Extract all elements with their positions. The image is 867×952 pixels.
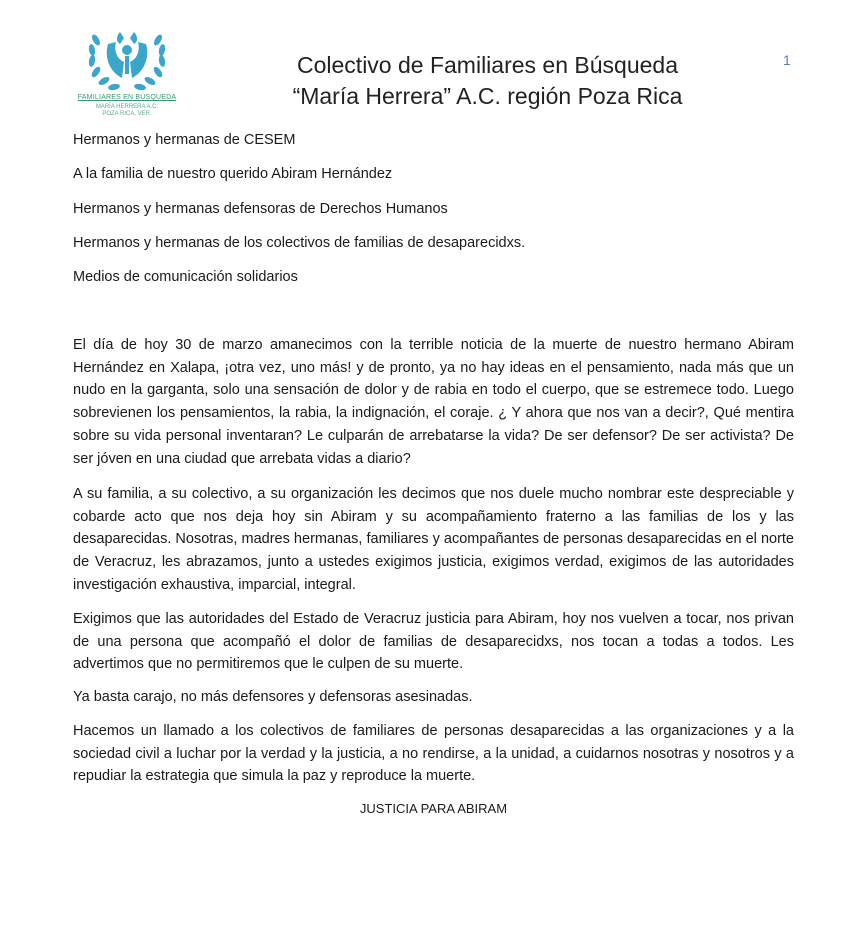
organization-logo	[62, 18, 192, 128]
salutation-line: Medios de comunicación solidarios	[73, 269, 298, 285]
hands-laurel-emblem-icon	[86, 22, 168, 94]
closing-slogan: JUSTICIA PARA ABIRAM	[359, 801, 508, 816]
logo-text-line2: MARÍA HERRERA A.C.	[95, 104, 159, 110]
salutation-line: Hermanos y hermanas defensoras de Derechos Humanos	[73, 201, 448, 217]
document-header-title	[260, 50, 715, 112]
salutation-line: Hermanos y hermanas de los colectivos de familias de desaparecidxs.	[73, 235, 526, 251]
body-paragraph: A su familia, a su colectivo, a su organización les decimos que nos duele mucho nombrar este despreciable y cobarde acto que nos deja hoy sin Abiram y su acompañamiento fraterno a las familias de los y las desaparecidas. Nosotras, madres hermanas, familiares y acompañantes de personas desaparecidas en el norte de Veracruz, les abrazamos, junto a ustedes exigimos justicia, exigimos verdad, exigimos de las autoridades investigación exhaustiva, imparcial, integral.	[73, 486, 794, 593]
title-line-2: “María Herrera” A.C. región Poza Rica	[292, 83, 683, 109]
salutation-line: A la familia de nuestro querido Abiram Hernández	[73, 166, 393, 182]
body-paragraph: El día de hoy 30 de marzo amanecimos con la terrible noticia de la muerte de nuestro hermano Abiram Hernández en Xalapa, ¡otra vez, uno más! y de pronto, ya no hay ideas en el pensamiento, nada más que un nudo en la garganta, solo una sensación de dolor y de rabia en todo el cuerpo, que se estremece todo. Luego sobrevienen los pensamientos, la rabia, la indignación, el coraje. ¿ Y ahora que nos van a decir?, Qué mentira sobre su vida personal inventaran? Le culparán de arrebatarse la vida? De ser defensor? De ser activista? De ser jóven en una ciudad que arrebata vidas a diario?	[73, 337, 794, 467]
body-paragraph: Hacemos un llamado a los colectivos de familiares de personas desaparecidas a las organizaciones y a la sociedad civil a luchar por la verdad y la justicia, a no rendirse, a la unidad, a cuidarnos nosotras y nosotros y a repudiar la estrategia que simula la paz y reproduce la muerte.	[73, 723, 794, 785]
logo-text-line3: POZA RICA, VER.	[102, 111, 152, 117]
body-paragraph: Exigimos que las autoridades del Estado de Veracruz justicia para Abiram, hoy nos vuelven a tocar, nos privan de una persona que acompañó el dolor de familias de desaparecidxs, nos tocan a todas a todos. Les advertimos que no permitiremos que le culpen de su muerte.	[73, 611, 794, 673]
page-number: 1	[783, 52, 791, 68]
title-line-1: Colectivo de Familiares en Búsqueda	[297, 52, 678, 78]
logo-text-line1: FAMILIARES EN BÚSQUEDA	[77, 94, 177, 101]
body-paragraph: Ya basta carajo, no más defensores y defensoras asesinadas.	[73, 689, 473, 705]
salutation-line: Hermanos y hermanas de CESEM	[73, 132, 296, 148]
